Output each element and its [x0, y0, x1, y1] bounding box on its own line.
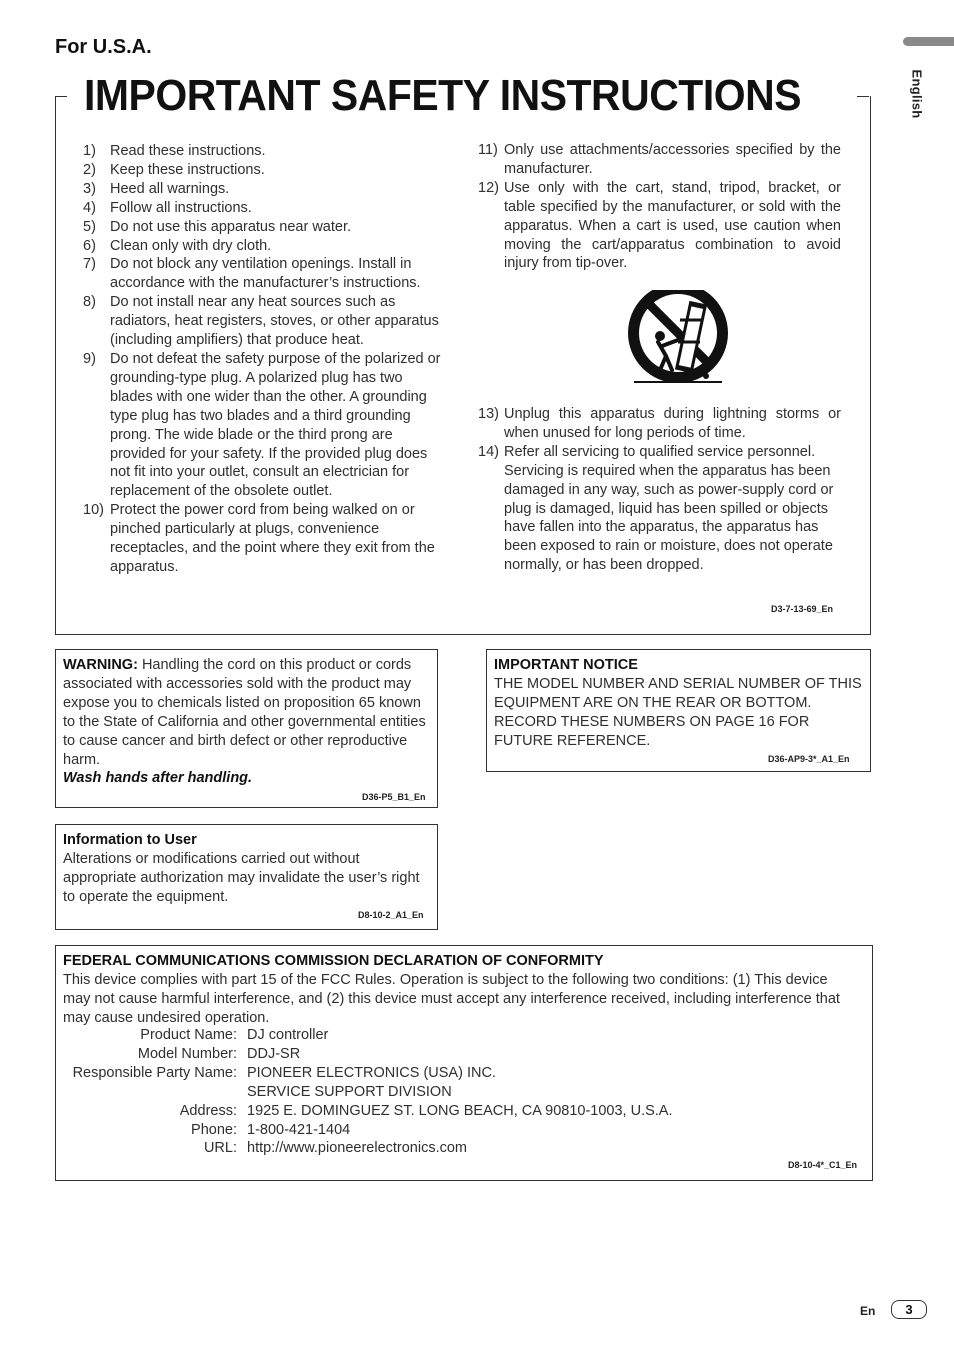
list-item: [83, 255, 447, 293]
language-tab-label: English: [909, 69, 925, 119]
list-item: [478, 443, 841, 575]
list-item: [83, 237, 447, 256]
item-text: Do not install near any heat sources such as radiators, heat registers, stoves, or other apparatus (including amplifiers) that produce heat.: [110, 294, 439, 349]
item-number: 13): [478, 406, 499, 422]
item-text: Only use attachments/accessories specified by the manufacturer.: [504, 142, 841, 177]
fcc-text: This device complies with part 15 of the FCC Rules. Operation is subject to the following two conditions: (1) This device may not cause harmful interference, and (2) this device must accept any interference received, including interference that may cause undesired operation.: [63, 972, 840, 1026]
item-number: 14): [478, 443, 499, 460]
fcc-row: [63, 1121, 673, 1140]
item-number: 9): [83, 350, 96, 367]
item-number: 6): [83, 237, 96, 254]
list-item: [83, 350, 447, 501]
fcc-value: DDJ-SR: [247, 1045, 301, 1062]
list-item: [83, 180, 447, 199]
item-text: Do not defeat the safety purpose of the polarized or grounding-type plug. A polarized plug has two blades with one wider than the other. A grounding type plug has two blades and a third grounding prong. The wide blade or the third prong are provided for your safety. If the provided plug does not fit into your outlet, consult an electrician for replacement of the obsolete outlet.: [110, 350, 441, 500]
fcc-label: Address:: [179, 1102, 237, 1119]
item-text: Read these instructions.: [110, 143, 266, 159]
item-text: Do not use this apparatus near water.: [110, 218, 352, 235]
list-item: [478, 405, 841, 443]
fcc-value: http://www.pioneerelectronics.com: [247, 1140, 468, 1157]
list-item: [478, 141, 841, 179]
item-text: Follow all instructions.: [110, 199, 252, 216]
item-number: 4): [83, 199, 96, 216]
item-number: 10): [83, 502, 104, 519]
item-number: 1): [83, 143, 96, 159]
footer-language: En: [860, 1304, 876, 1318]
warning-text: Handling the cord on this product or cords associated with accessories sold with the product may expose you to chemicals listed on proposition 65 known to the State of California and other governmental entities to cause cancer and birth defect or other reproductive harm.: [63, 657, 426, 768]
item-number: 8): [83, 294, 96, 311]
fcc-row: [63, 1026, 673, 1045]
notice-text: THE MODEL NUMBER AND SERIAL NUMBER OF THIS EQUIPMENT ARE ON THE REAR OR BOTTOM. RECORD THESE NUMBERS ON PAGE 16 FOR FUTURE REFERENCE.: [494, 676, 862, 749]
frame-corner-left: [55, 96, 67, 97]
notice-title: IMPORTANT NOTICE: [494, 657, 638, 673]
list-item: [83, 501, 447, 577]
fcc-label: Product Name:: [140, 1027, 237, 1043]
item-text: Keep these instructions.: [110, 161, 265, 178]
item-text: Use only with the cart, stand, tripod, bracket, or table specified by the manufacturer, or sold with the apparatus. When a cart is used, use caution when moving the cart/apparatus combination to avoid injury from tip-over.: [504, 179, 841, 272]
fcc-label: Responsible Party Name:: [72, 1064, 237, 1081]
list-item: [478, 179, 841, 274]
warning-body: [63, 656, 431, 788]
list-item: [83, 142, 447, 161]
info-title: Information to User: [63, 832, 197, 848]
item-text: Do not block any ventilation openings. Install in accordance with the manufacturer’s instructions.: [110, 256, 421, 292]
item-number: 2): [83, 161, 96, 178]
fcc-doc-code: D8-10-4*_C1_En: [788, 1160, 858, 1170]
region-heading: For U.S.A.: [55, 36, 152, 58]
item-number: 12): [478, 179, 499, 196]
fcc-value: 1925 E. DOMINGUEZ ST. LONG BEACH, CA 90810-1003, U.S.A.: [247, 1102, 673, 1119]
fcc-label: Phone:: [191, 1121, 237, 1138]
fcc-title: FEDERAL COMMUNICATIONS COMMISSION DECLARATION OF CONFORMITY: [63, 953, 604, 969]
fcc-row: [63, 1102, 673, 1121]
item-text: Protect the power cord from being walked on or pinched particularly at plugs, convenience receptacles, and the point where they exit from the apparatus.: [110, 502, 435, 575]
instructions-doc-code: D3-7-13-69_En: [771, 604, 834, 614]
warning-doc-code: D36-P5_B1_En: [362, 792, 426, 802]
warning-emphasis: Wash hands after handling.: [63, 770, 253, 787]
fcc-row: [63, 1064, 673, 1083]
notice-doc-code: D36-AP9-3*_A1_En: [768, 754, 850, 764]
page-title: IMPORTANT SAFETY INSTRUCTIONS: [84, 71, 802, 120]
fcc-value: PIONEER ELECTRONICS (USA) INC.: [247, 1064, 496, 1081]
item-text: Clean only with dry cloth.: [110, 237, 272, 254]
instructions-list-right-bottom: [478, 405, 841, 575]
item-text: Heed all warnings.: [110, 180, 230, 197]
list-item: [83, 199, 447, 218]
fcc-details-table: [63, 1026, 673, 1158]
instructions-list-right-top: [478, 141, 841, 273]
item-number: 3): [83, 180, 96, 197]
info-doc-code: D8-10-2_A1_En: [358, 910, 424, 920]
fcc-label: URL:: [203, 1140, 237, 1157]
warning-label: WARNING:: [63, 657, 138, 673]
list-item: [83, 293, 447, 350]
fcc-row: [63, 1083, 673, 1102]
language-tab-marker: [903, 37, 954, 46]
item-text: Unplug this apparatus during lightning storms or when unused for long periods of time.: [504, 406, 841, 441]
fcc-value: DJ controller: [247, 1027, 329, 1043]
item-number: 11): [478, 142, 498, 158]
instructions-list-left: [83, 142, 447, 577]
fcc-value: SERVICE SUPPORT DIVISION: [247, 1083, 452, 1100]
page-number: 3: [891, 1300, 927, 1319]
item-number: 5): [83, 218, 96, 235]
fcc-label: [63, 1083, 247, 1102]
frame-corner-right: [857, 96, 869, 97]
fcc-row: [63, 1045, 673, 1064]
list-item: [83, 161, 447, 180]
fcc-row: [63, 1139, 673, 1158]
info-text: Alterations or modifications carried out without appropriate authorization may invalidate the user’s right to operate the equipment.: [63, 851, 420, 905]
fcc-value: 1-800-421-1404: [247, 1121, 351, 1138]
fcc-label: Model Number:: [137, 1045, 237, 1062]
item-number: 7): [83, 256, 96, 273]
item-text: Refer all servicing to qualified service personnel. Servicing is required when the apparatus has been damaged in any way, such as power-supply cord or plug is damaged, liquid has been spilled or objects have fallen into the apparatus, the apparatus has been exposed to rain or moisture, does not operate normally, or has been dropped.: [504, 443, 834, 574]
list-item: [83, 218, 447, 237]
cart-tip-over-warning-icon: [622, 290, 736, 386]
